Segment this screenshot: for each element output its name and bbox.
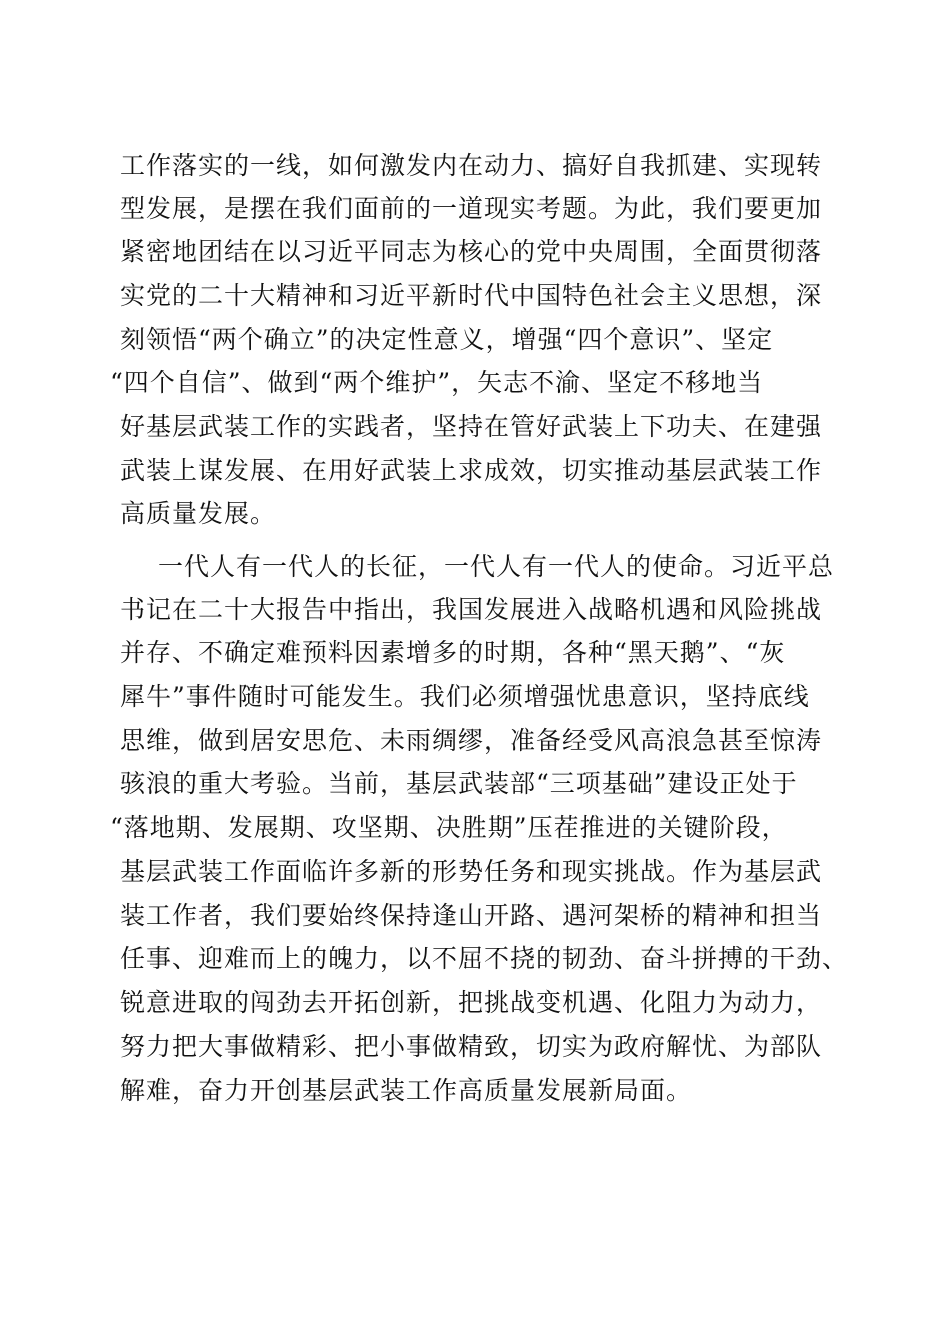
text-line: 犀牛”事件随时可能发生。我们必须增强忧患意识，坚持底线 [120,682,810,711]
text-line: “四个自信”、做到“两个维护”，矢志不渝、坚定不移地当 [110,368,764,397]
text-line: 紧密地团结在以习近平同志为核心的党中央周围，全面贯彻落 [120,237,823,266]
text-line: 思维，做到居安思危、未雨绸缪，准备经受风高浪急甚至惊涛 [120,726,823,755]
text-line: 高质量发展。 [120,499,277,528]
text-line: 基层武装工作面临许多新的形势任务和现实挑战。作为基层武 [120,857,823,886]
text-line: 书记在二十大报告中指出，我国发展进入战略机遇和风险挑战 [120,595,823,624]
text-line: 装工作者，我们要始终保持逢山开路、遇河架桥的精神和担当 [120,901,823,930]
text-line: 实党的二十大精神和习近平新时代中国特色社会主义思想，深 [120,281,823,310]
text-line: 刻领悟“两个确立”的决定性意义，增强“四个意识”、坚定 [120,325,774,354]
text-line: 好基层武装工作的实践者，坚持在管好武装上下功夫、在建强 [120,412,823,441]
text-line: 武装上谋发展、在用好武装上求成效，切实推动基层武装工作 [120,456,823,485]
text-line: 并存、不确定难预料因素增多的时期，各种“黑天鹅”、“灰 [120,638,786,667]
text-line: 骇浪的重大考验。当前，基层武装部“三项基础”建设正处于 [120,769,798,798]
text-line: 工作落实的一线，如何激发内在动力、搞好自我抓建、实现转 [120,151,823,180]
text-line: 任事、迎难而上的魄力，以不屈不挠的韧劲、奋斗拼搏的干劲、 [120,944,849,973]
text-line: 解难，奋力开创基层武装工作高质量发展新局面。 [120,1076,693,1105]
text-line: “落地期、发展期、攻坚期、决胜期”压茬推进的关键阶段， [110,813,788,842]
paragraph-first-line: 一代人有一代人的长征，一代人有一代人的使命。习近平总 [158,552,835,581]
text-line: 努力把大事做精彩、把小事做精致，切实为政府解忧、为部队 [120,1032,823,1061]
text-line: 锐意进取的闯劲去开拓创新，把挑战变机遇、化阻力为动力， [120,988,823,1017]
text-line: 型发展，是摆在我们面前的一道现实考题。为此，我们要更加 [120,194,823,223]
